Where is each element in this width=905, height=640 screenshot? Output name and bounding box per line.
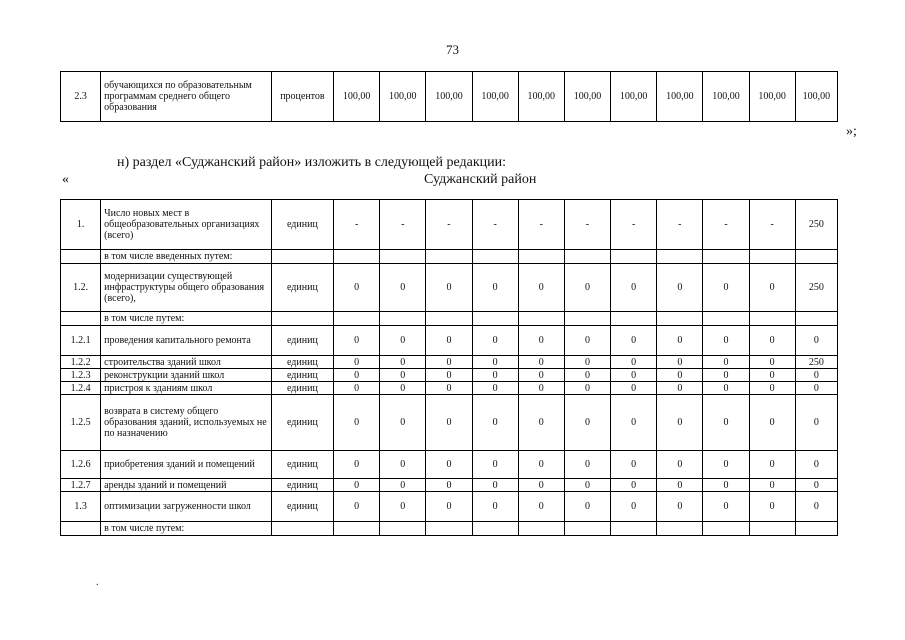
table-row [61,451,838,479]
row-unit: процентов [271,72,333,122]
value-cell: 0 [380,451,426,479]
row-number: 1. [61,200,101,250]
value-cell: 0 [657,451,703,479]
value-cell: 0 [426,264,472,312]
row-label: модернизации существующей инфраструктуры общего образования (всего), [101,264,272,312]
value-cell: - [334,200,380,250]
row-label: аренды зданий и помещений [101,479,272,492]
value-cell: 0 [749,356,795,369]
value-cell: 0 [518,479,564,492]
value-cell: 100,00 [703,72,749,122]
table-row [61,395,838,451]
value-cell [611,250,657,264]
value-cell: 250 [795,356,837,369]
value-cell: - [518,200,564,250]
value-cell: 0 [334,395,380,451]
row-unit: единиц [271,395,333,451]
row-label: возврата в систему общего образования зданий, используемых не по назначению [101,395,272,451]
value-cell [749,250,795,264]
top-table [60,71,838,122]
value-cell [472,250,518,264]
value-cell [426,312,472,326]
value-cell: 0 [749,326,795,356]
value-cell: 0 [518,326,564,356]
value-cell: 0 [564,264,610,312]
value-cell [657,522,703,536]
row-unit: единиц [271,492,333,522]
value-cell: 0 [564,395,610,451]
value-cell: 0 [426,326,472,356]
value-cell: 0 [518,451,564,479]
value-cell: 0 [380,369,426,382]
value-cell: 100,00 [426,72,472,122]
value-cell: 0 [472,492,518,522]
value-cell: 0 [657,395,703,451]
value-cell [426,522,472,536]
value-cell: - [749,200,795,250]
row-unit: единиц [271,451,333,479]
row-unit [271,250,333,264]
value-cell: 100,00 [380,72,426,122]
value-cell [611,312,657,326]
value-cell [749,312,795,326]
value-cell [426,250,472,264]
value-cell: 250 [795,200,837,250]
table-row [61,382,838,395]
table-row [61,312,838,326]
value-cell: 0 [703,395,749,451]
value-cell: 0 [426,451,472,479]
value-cell: 0 [795,369,837,382]
value-cell: 0 [426,356,472,369]
row-number: 1.2.7 [61,479,101,492]
value-cell: 0 [380,479,426,492]
value-cell [611,522,657,536]
value-cell: 0 [611,382,657,395]
value-cell: 0 [611,264,657,312]
value-cell: 0 [795,382,837,395]
value-cell: 0 [564,369,610,382]
row-label: обучающихся по образовательным программам среднего общего образования [101,72,272,122]
instruction-text: н) раздел «Суджанский район» изложить в следующей редакции: [117,155,507,170]
value-cell: 100,00 [795,72,837,122]
table-row [61,264,838,312]
value-cell: 0 [703,451,749,479]
table-row [61,522,838,536]
value-cell [334,522,380,536]
row-number [61,522,101,536]
value-cell: 0 [426,492,472,522]
value-cell: 0 [426,395,472,451]
value-cell: 0 [611,492,657,522]
value-cell: 0 [380,492,426,522]
value-cell [703,312,749,326]
value-cell: 0 [564,382,610,395]
value-cell [564,312,610,326]
value-cell: 0 [611,326,657,356]
value-cell: 0 [564,326,610,356]
value-cell [657,250,703,264]
value-cell: - [611,200,657,250]
value-cell: 100,00 [518,72,564,122]
main-table [60,199,838,536]
value-cell: 0 [518,395,564,451]
value-cell: 100,00 [334,72,380,122]
section-title: Суджанский район [424,172,537,187]
value-cell: 0 [703,264,749,312]
value-cell: - [703,200,749,250]
value-cell [564,250,610,264]
value-cell [795,312,837,326]
value-cell: 0 [657,479,703,492]
table-row [61,72,838,122]
value-cell: 0 [334,356,380,369]
value-cell: 0 [334,264,380,312]
value-cell: 0 [334,369,380,382]
row-number [61,312,101,326]
row-unit: единиц [271,264,333,312]
value-cell: 0 [380,264,426,312]
value-cell [795,250,837,264]
row-number: 1.3 [61,492,101,522]
value-cell: - [564,200,610,250]
value-cell [334,250,380,264]
value-cell: - [426,200,472,250]
row-label: оптимизации загруженности школ [101,492,272,522]
value-cell: 0 [749,395,795,451]
value-cell: 0 [657,382,703,395]
value-cell: 0 [749,451,795,479]
value-cell: 100,00 [564,72,610,122]
table-row [61,492,838,522]
value-cell: 0 [611,479,657,492]
row-number: 2.3 [61,72,101,122]
row-number: 1.2.2 [61,356,101,369]
page-number: 73 [446,42,459,57]
value-cell [380,312,426,326]
value-cell [795,522,837,536]
value-cell: - [472,200,518,250]
value-cell: 0 [795,492,837,522]
value-cell: 0 [611,395,657,451]
value-cell: 0 [472,369,518,382]
value-cell: 0 [564,492,610,522]
row-unit: единиц [271,326,333,356]
table-row [61,326,838,356]
row-label: реконструкции зданий школ [101,369,272,382]
closing-quote: »; [846,124,857,139]
value-cell: 0 [611,356,657,369]
value-cell [518,250,564,264]
value-cell: 0 [472,395,518,451]
value-cell: 0 [749,382,795,395]
value-cell: 0 [380,326,426,356]
row-unit: единиц [271,479,333,492]
row-unit [271,522,333,536]
value-cell: 0 [795,326,837,356]
value-cell: 0 [334,492,380,522]
table-row [61,356,838,369]
row-unit [271,312,333,326]
row-label: в том числе путем: [101,312,272,326]
value-cell: 0 [795,451,837,479]
value-cell: 100,00 [657,72,703,122]
table-row [61,369,838,382]
row-unit: единиц [271,369,333,382]
value-cell: 0 [380,356,426,369]
row-label: в том числе введенных путем: [101,250,272,264]
value-cell: 0 [426,369,472,382]
value-cell: 0 [749,264,795,312]
value-cell: 0 [334,451,380,479]
value-cell: 0 [657,356,703,369]
value-cell: 0 [472,382,518,395]
value-cell: 0 [564,479,610,492]
footer-dot: . [96,577,99,588]
value-cell: - [380,200,426,250]
value-cell [703,250,749,264]
value-cell: 0 [518,382,564,395]
value-cell [703,522,749,536]
value-cell [334,312,380,326]
value-cell: 0 [657,326,703,356]
value-cell: 0 [795,479,837,492]
value-cell: 0 [749,492,795,522]
table-row [61,250,838,264]
value-cell: 0 [380,382,426,395]
row-number [61,250,101,264]
value-cell: 0 [749,369,795,382]
value-cell: 0 [703,369,749,382]
value-cell: 0 [749,479,795,492]
value-cell: 0 [657,369,703,382]
value-cell: 0 [426,382,472,395]
row-label: Число новых мест в общеобразовательных организациях (всего) [101,200,272,250]
row-label: в том числе путем: [101,522,272,536]
value-cell: 0 [611,451,657,479]
row-unit: единиц [271,356,333,369]
value-cell [749,522,795,536]
row-number: 1.2.5 [61,395,101,451]
value-cell [564,522,610,536]
value-cell: 0 [472,479,518,492]
value-cell [518,522,564,536]
row-label: пристроя к зданиям школ [101,382,272,395]
value-cell: 0 [703,492,749,522]
open-quote: « [62,172,69,187]
row-number: 1.2.3 [61,369,101,382]
value-cell: 0 [472,264,518,312]
row-number: 1.2.4 [61,382,101,395]
table-row [61,479,838,492]
value-cell: 250 [795,264,837,312]
value-cell: 0 [611,369,657,382]
value-cell: 0 [334,326,380,356]
value-cell [380,522,426,536]
value-cell: 0 [657,264,703,312]
value-cell: 100,00 [749,72,795,122]
value-cell: 100,00 [611,72,657,122]
row-number: 1.2. [61,264,101,312]
value-cell: 0 [518,369,564,382]
value-cell [472,522,518,536]
value-cell: 0 [518,356,564,369]
value-cell [380,250,426,264]
row-unit: единиц [271,382,333,395]
table-row [61,200,838,250]
row-number: 1.2.6 [61,451,101,479]
value-cell: 0 [564,451,610,479]
value-cell: 0 [564,356,610,369]
value-cell [657,312,703,326]
value-cell: 0 [334,479,380,492]
value-cell: 0 [703,356,749,369]
value-cell: 0 [334,382,380,395]
value-cell [518,312,564,326]
value-cell: 0 [518,492,564,522]
value-cell: 0 [795,395,837,451]
value-cell: 0 [380,395,426,451]
value-cell: 0 [472,356,518,369]
value-cell: 0 [657,492,703,522]
value-cell: 0 [703,326,749,356]
value-cell [472,312,518,326]
row-label: строительства зданий школ [101,356,272,369]
value-cell: 100,00 [472,72,518,122]
row-number: 1.2.1 [61,326,101,356]
value-cell: 0 [472,326,518,356]
value-cell: 0 [472,451,518,479]
value-cell: 0 [426,479,472,492]
value-cell: - [657,200,703,250]
row-label: приобретения зданий и помещений [101,451,272,479]
row-label: проведения капитального ремонта [101,326,272,356]
value-cell: 0 [703,479,749,492]
value-cell: 0 [703,382,749,395]
value-cell: 0 [518,264,564,312]
row-unit: единиц [271,200,333,250]
